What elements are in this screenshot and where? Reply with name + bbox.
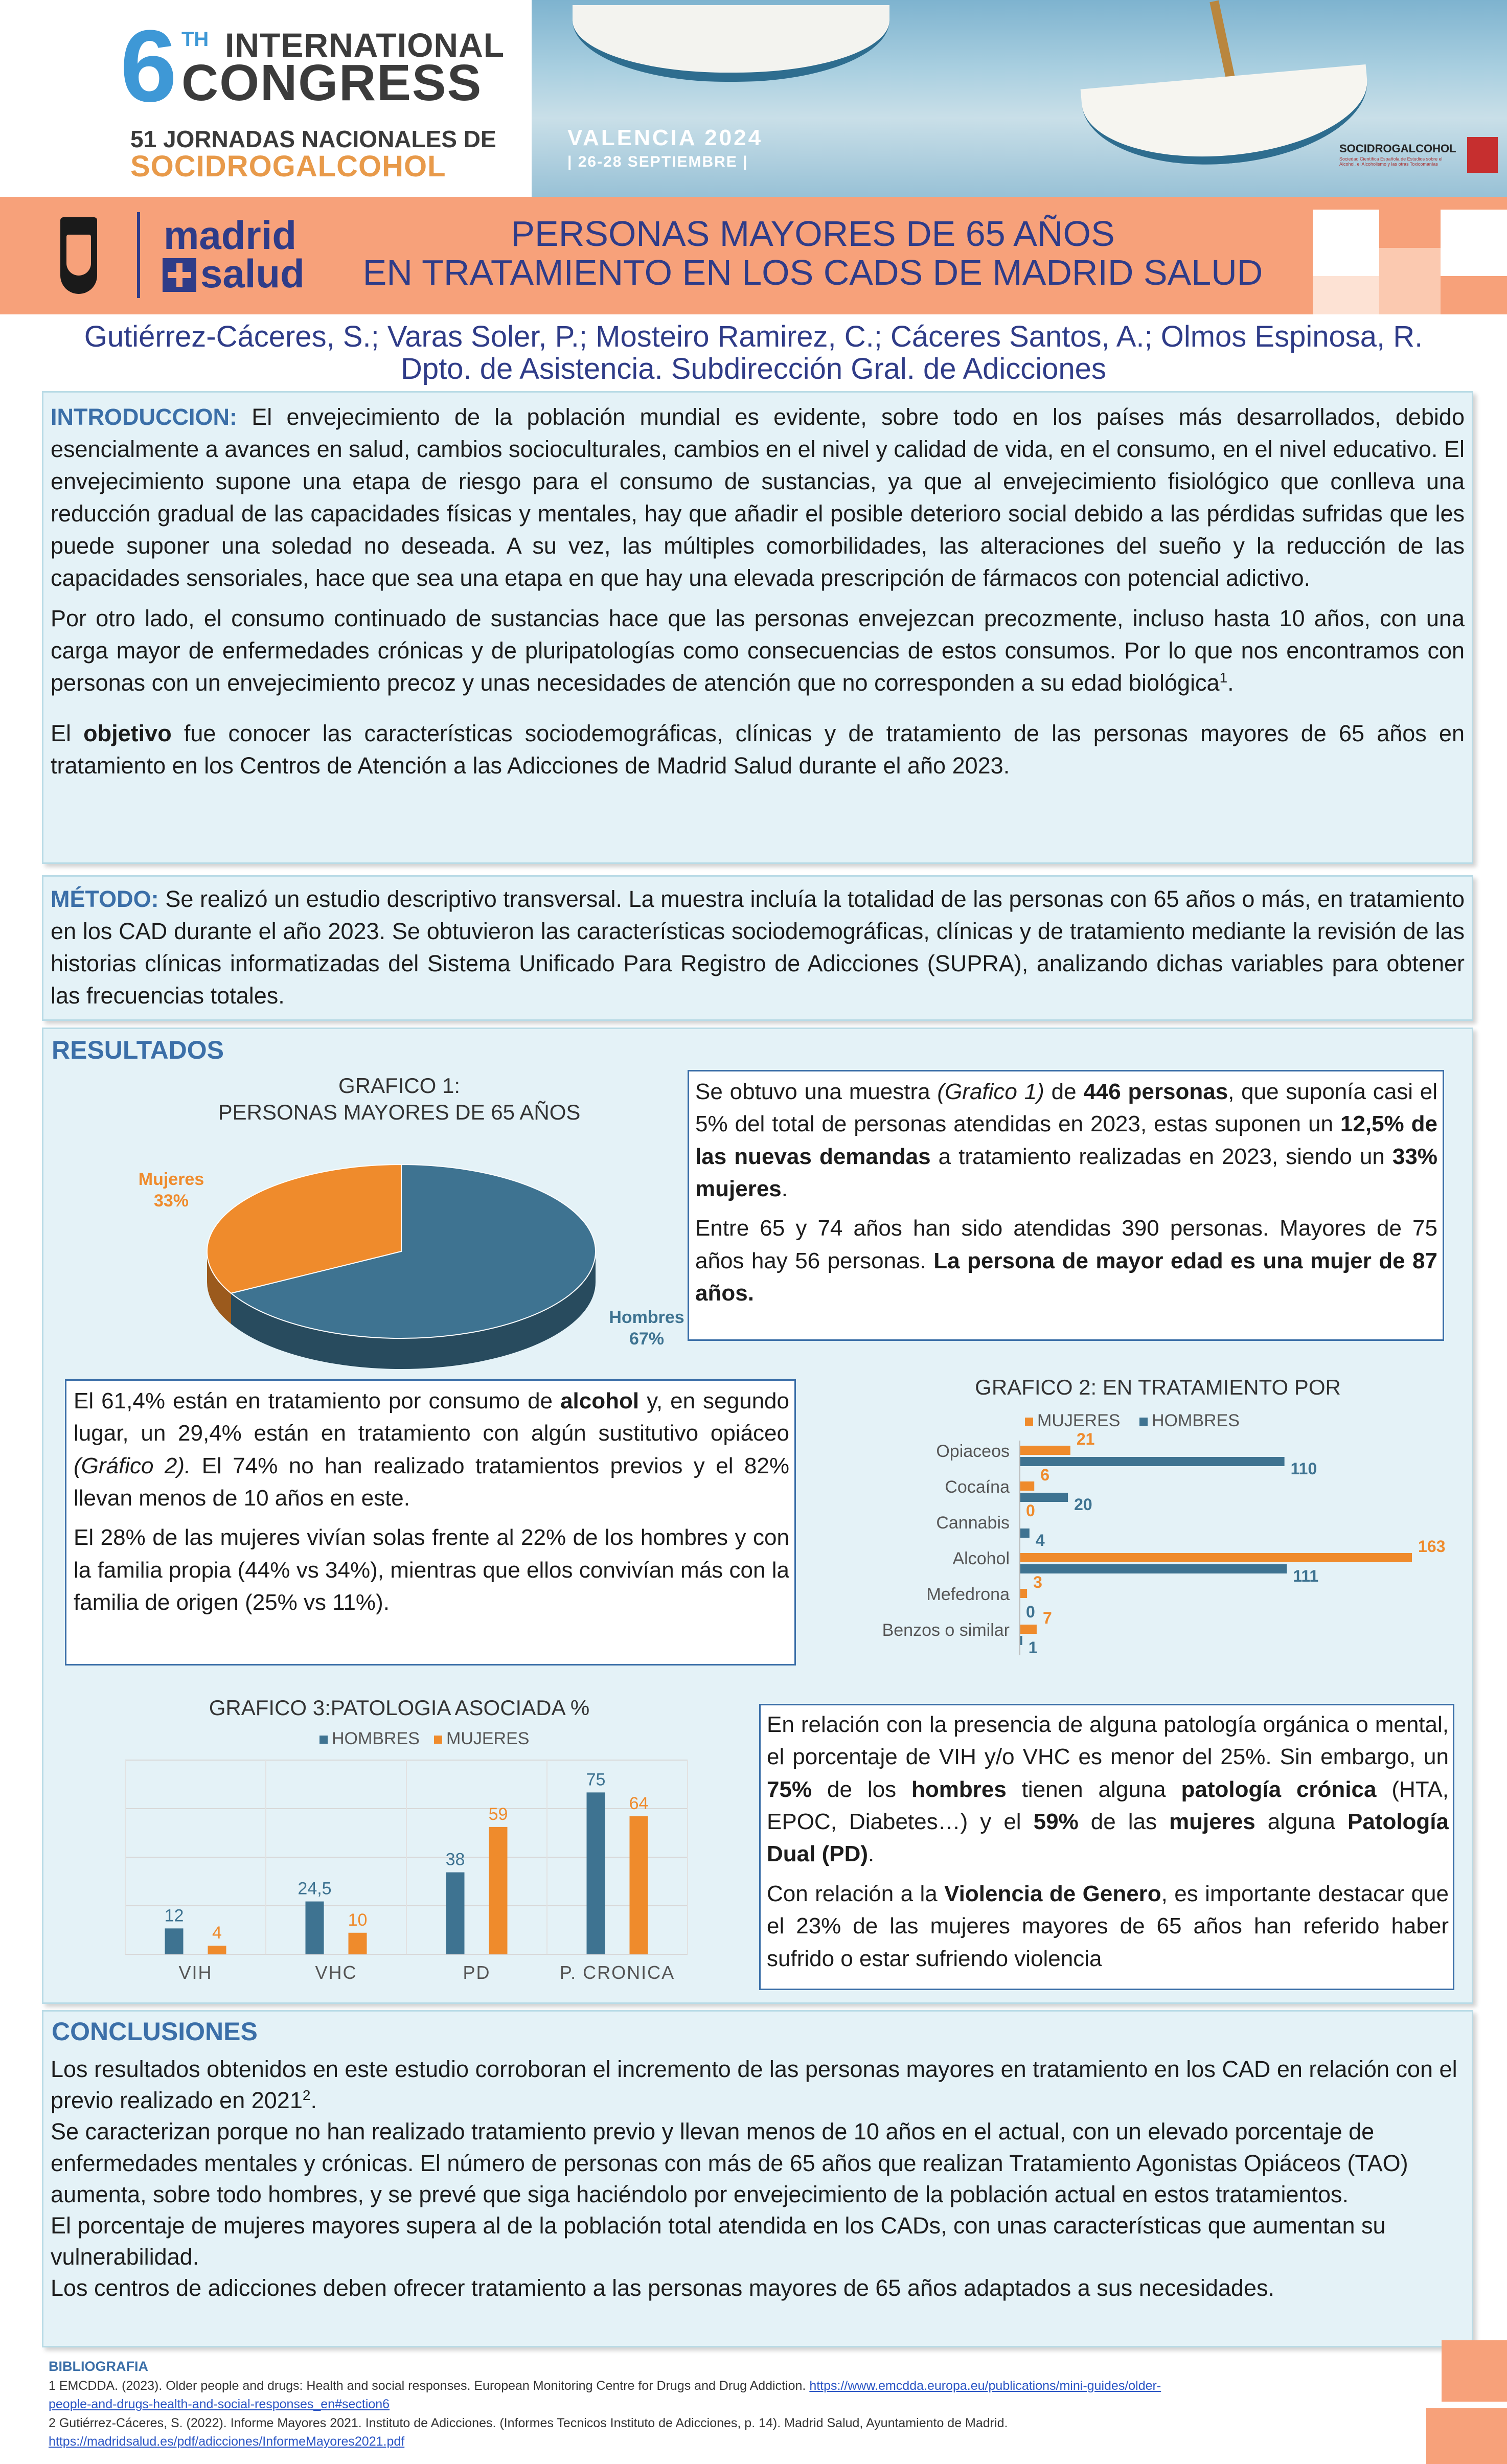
bar-hombres — [587, 1792, 605, 1954]
card1-paragraph-1 — [695, 1076, 1437, 1205]
intro-paragraph-2 — [51, 602, 1465, 699]
category-label: VIH — [178, 1962, 213, 1983]
category-label: Cocaína — [945, 1477, 1010, 1497]
intro-p2-end: . — [1227, 670, 1234, 696]
c1-text: (Grafico 1) — [937, 1079, 1044, 1104]
chart-1-title-line1: GRAFICO 1: — [338, 1074, 461, 1098]
conclusion-line-4: Los centros de adicciones deben ofrecer tratamiento a las personas mayores de 65 años adaptados a sus necesidades. — [51, 2275, 1274, 2301]
bar-mujeres — [1020, 1446, 1070, 1455]
c2-text: El 74% no han realizado tratamientos previos y el 82% llevan menos de 10 años en este. — [74, 1453, 789, 1511]
chart-3-bars — [59, 1689, 723, 1985]
c1-text: 33% mujeres — [695, 1144, 1437, 1202]
c3-text: 75% — [767, 1776, 812, 1802]
bar-mujeres — [349, 1933, 367, 1954]
bar-hombres — [1020, 1528, 1030, 1538]
c2-text: El 61,4% están en tratamiento por consumo de — [74, 1388, 561, 1413]
chart-2-bars — [800, 1369, 1454, 1686]
c3-text: patología crónica — [1181, 1776, 1377, 1802]
pie-value-mujeres: 33% — [153, 1191, 189, 1211]
card2-paragraph-1 — [74, 1385, 789, 1514]
bar-value-label: 59 — [488, 1804, 508, 1824]
decorative-square — [1379, 248, 1441, 314]
bar-hombres — [1020, 1457, 1285, 1466]
department: Dpto. de Asistencia. Subdirección Gral. de Adicciones — [401, 352, 1106, 385]
legend-label-hombres: HOMBRES — [1152, 1411, 1240, 1430]
conclusion-line-1 — [51, 2054, 1465, 2116]
category-label: VHC — [315, 1962, 357, 1983]
bar-value-label: 38 — [445, 1850, 465, 1869]
bar-value-label: 20 — [1074, 1495, 1092, 1514]
bar-value-label: 0 — [1026, 1603, 1035, 1621]
reference-1 — [49, 2377, 1429, 2395]
conclusions-box — [42, 2010, 1473, 2347]
c1-text: de — [1044, 1079, 1084, 1104]
title-band — [0, 197, 1507, 314]
c3-text: (HTA, EPOC, Diabetes…) y el — [767, 1776, 1449, 1835]
reference-link[interactable]: https://madridsalud.es/pdf/adicciones/InformeMayores2021.pdf — [49, 2434, 405, 2449]
conclusions-heading: CONCLUSIONES — [52, 2017, 258, 2046]
c3-text: Patología Dual (PD) — [767, 1809, 1449, 1867]
chart-1-pie — [115, 1067, 728, 1374]
results-card-1 — [688, 1070, 1444, 1341]
c1-text: , que suponía casi el 5% del total de personas atendidas en 2023, estas suponen un — [695, 1079, 1438, 1137]
legend-label-mujeres: MUJERES — [1037, 1411, 1121, 1430]
c3-text: de los — [812, 1776, 911, 1802]
society-logo — [1339, 138, 1462, 184]
bar-value-label: 4 — [212, 1923, 222, 1943]
bar-hombres — [446, 1873, 465, 1954]
decorative-square — [1313, 276, 1379, 314]
decorative-square — [1442, 2340, 1507, 2402]
bar-value-label: 4 — [1035, 1531, 1045, 1549]
bar-mujeres — [489, 1827, 508, 1954]
c2-text: y, en segundo lugar, un 29,4% están en tratamiento con algún sustitutivo opiáceo — [74, 1388, 789, 1446]
category-label: Opiaceos — [936, 1442, 1010, 1461]
reference-link[interactable]: people-and-drugs-health-and-social-responses_en#section6 — [49, 2397, 390, 2412]
c3-text: . — [868, 1841, 875, 1867]
congress-line1: INTERNATIONAL — [225, 26, 505, 64]
legend-swatch-mujeres — [434, 1736, 442, 1744]
c2-text: (Gráfico 2). — [74, 1453, 191, 1478]
bar-hombres — [306, 1902, 324, 1954]
introduction-box — [42, 391, 1473, 864]
intro-heading: INTRODUCCION: — [51, 404, 237, 430]
conclusion-line-2: Se caracterizan porque no han realizado tratamiento previo y llevan menos de 10 años en el actual, con un elevado porcentaje de enfermedades mentales y crónicas. El número de personas con más de 65 años que realizan Tratamiento Agonistas Opiáceos (TAO) aumenta, sobre todo hombres, y se prevé que siga haciéndolo por envejecimiento de la población actual en estos tratamientos. — [51, 2118, 1408, 2207]
reference-2: 2 Gutiérrez-Cáceres, S. (2022). Informe Mayores 2021. Instituto de Adicciones. (Informes Tecnicos Instituto de Adicciones, p. 14). Madrid Salud, Ayuntamiento de Madrid. — [49, 2415, 1008, 2430]
c1-text: . — [781, 1176, 788, 1202]
card3-paragraph-1 — [767, 1708, 1449, 1870]
category-label: Cannabis — [936, 1513, 1010, 1533]
congress-society: SOCIDROGALCOHOL — [130, 150, 446, 183]
society-logo-icon — [1467, 137, 1498, 173]
decorative-square — [1313, 210, 1379, 276]
intro-p3-bold: objetivo — [83, 720, 172, 746]
chart-1-title-line2: PERSONAS MAYORES DE 65 AÑOS — [218, 1100, 581, 1124]
decorative-square — [1426, 2408, 1507, 2464]
category-label: PD — [463, 1962, 491, 1983]
bar-value-label: 12 — [164, 1906, 184, 1926]
reference-text: 1 EMCDDA. (2023). Older people and drugs: Health and social responses. European Monitoring Centre for Drugs and Drug Addiction. — [49, 2379, 810, 2393]
legend-swatch-hombres — [1139, 1418, 1148, 1426]
legend-swatch-hombres — [319, 1736, 328, 1744]
intro-p3-b: fue conocer las características sociodemográficas, clínicas y de tratamiento de las personas mayores de 65 años en tratamiento en los Centros de Atención a las Adicciones de Madrid Salud durante el año 2023. — [51, 720, 1465, 779]
c1-text: La persona de mayor edad es una mujer de 87 años. — [695, 1248, 1437, 1306]
bar-value-label: 110 — [1290, 1459, 1317, 1478]
bar-mujeres — [1020, 1553, 1412, 1562]
society-logo-name: SOCIDROGALCOHOL — [1339, 142, 1456, 155]
category-label: Mefedrona — [926, 1585, 1010, 1604]
intro-p1-text: El envejecimiento de la población mundial es evidente, sobre todo en los países más desarrollados, debido esencialmente a avances en salud, cambios socioculturales, cambios en el nivel y calidad de vida, en el consumo, en el nivel educativo. El envejecimiento supone una etapa de riesgo para el consumo de sustancias, ya que al envejecimiento fisiológico que conlleva una reducción gradual de las capacidades físicas y mentales, hay que añadir el posible deterioro social debido a las pérdidas sufridas que les puede suponer una soledad no deseada. A su vez, las múltiples comorbilidades, las alteraciones del sueño y la reducción de las capacidades sensoriales, hace que sea una etapa en que hay una elevada prescripción de fármacos con potencial adictivo. — [51, 404, 1465, 591]
conclusion-text: . — [310, 2087, 317, 2114]
bar-value-label: 111 — [1293, 1567, 1319, 1585]
bar-value-label: 64 — [629, 1793, 649, 1813]
org-name-line2: salud — [200, 251, 305, 296]
madrid-crest-icon — [60, 217, 97, 294]
reference-link[interactable]: https://www.emcdda.europa.eu/publications/mini-guides/older- — [809, 2379, 1161, 2393]
intro-p3-a: El — [51, 720, 84, 746]
results-card-2 — [65, 1379, 796, 1666]
c1-text: 12,5% de las nuevas demandas — [695, 1111, 1437, 1169]
c1-text: 446 personas — [1083, 1079, 1228, 1104]
category-label: Benzos o similar — [882, 1621, 1010, 1640]
c1-text: Entre 65 y 74 años han sido atendidas 390 personas. Mayores de 75 años hay 56 personas. — [695, 1216, 1437, 1273]
congress-logo — [0, 0, 532, 197]
congress-line2: CONGRESS — [181, 54, 483, 111]
conclusion-line-3: El porcentaje de mujeres mayores supera al de la población total atendida en los CADs, con unas características que aumentan su vulnerabilidad. — [51, 2212, 1386, 2270]
pie-label-hombres: Hombres — [609, 1308, 684, 1327]
bar-mujeres — [208, 1946, 226, 1954]
card2-paragraph-2: El 28% de las mujeres vivían solas frente al 22% de los hombres y con la familia propia (44% vs 34%), mientras que ellos convivían más con la familia de origen (25% vs 11%). — [74, 1525, 789, 1615]
reference-2-link[interactable] — [49, 2432, 1429, 2451]
congress-banner — [0, 0, 1507, 197]
congress-jornadas: 51 JORNADAS NACIONALES DE — [130, 126, 496, 152]
intro-paragraph-3 — [51, 717, 1465, 782]
bar-mujeres — [1020, 1625, 1037, 1634]
c3-text: mujeres — [1169, 1809, 1255, 1835]
bar-hombres — [165, 1928, 184, 1954]
congress-dates: | 26-28 SEPTIEMBRE | — [567, 153, 748, 170]
bar-value-label: 21 — [1076, 1430, 1095, 1448]
bar-value-label: 3 — [1033, 1573, 1042, 1591]
legend-swatch-mujeres — [1025, 1418, 1033, 1426]
decorative-square — [1441, 210, 1507, 276]
c3-text: Con relación a la — [767, 1881, 945, 1906]
legend-label-hombres: HOMBRES — [332, 1729, 420, 1748]
bar-value-label: 10 — [348, 1910, 368, 1930]
bar-value-label: 0 — [1026, 1501, 1035, 1520]
congress-city: VALENCIA 2024 — [567, 125, 763, 150]
reference-1-link-cont[interactable] — [49, 2395, 1429, 2413]
bar-hombres — [1020, 1493, 1068, 1502]
c2-text: alcohol — [560, 1388, 640, 1413]
boat-illustration — [1081, 64, 1374, 176]
method-heading: MÉTODO: — [51, 886, 159, 912]
bar-value-label: 7 — [1042, 1609, 1052, 1627]
congress-ordinal: 6 — [120, 9, 177, 123]
bar-value-label: 24,5 — [298, 1879, 332, 1899]
health-cross-icon — [163, 258, 196, 292]
c3-text: Violencia de Genero — [944, 1881, 1161, 1906]
pie-value-hombres: 67% — [629, 1329, 665, 1349]
banner-boats-illustration — [532, 0, 1507, 197]
bar-mujeres — [630, 1816, 648, 1954]
bar-mujeres — [1020, 1589, 1027, 1598]
legend-label-mujeres: MUJERES — [446, 1729, 530, 1748]
c3-text: tienen alguna — [1006, 1776, 1181, 1802]
c3-text: hombres — [911, 1776, 1007, 1802]
citation-ref: 1 — [1219, 670, 1228, 686]
results-box — [42, 1028, 1473, 2004]
category-label: Alcohol — [952, 1549, 1010, 1568]
bar-mujeres — [1020, 1481, 1034, 1491]
logo-divider — [137, 212, 140, 298]
bar-hombres — [1020, 1564, 1287, 1573]
chart-3-title: GRAFICO 3:PATOLOGIA ASOCIADA % — [209, 1696, 590, 1720]
method-box — [42, 875, 1473, 1021]
society-logo-subtitle: Sociedad Científica Española de Estudios sobre el Alcohol, el Alcoholismo y las otras Toxicomanías — [1339, 156, 1443, 167]
method-paragraph — [51, 883, 1465, 1012]
bar-value-label: 6 — [1040, 1466, 1050, 1484]
bar-value-label: 1 — [1028, 1638, 1038, 1657]
c3-text: 59% — [1033, 1809, 1079, 1835]
bibliography — [49, 2357, 1429, 2451]
intro-paragraph-1 — [51, 401, 1465, 594]
method-text: Se realizó un estudio descriptivo transversal. La muestra incluía la totalidad de las personas con 65 años o más, en tratamiento en los CAD durante el año 2023. Se obtuvieron las características sociodemográficas, clínicas y de tratamiento mediante la revisión de las historias clínicas informatizadas del Sistema Unificado Para Registro de Adicciones (SUPRA), analizando dichas variables para obtener las frecuencias totales. — [51, 886, 1465, 1009]
results-card-3 — [759, 1704, 1454, 1990]
c1-text: a tratamiento realizadas en 2023, siendo un — [930, 1144, 1392, 1169]
results-heading: RESULTADOS — [52, 1036, 224, 1064]
conclusion-text: Los resultados obtenidos en este estudio corroboran el incremento de las personas mayores en tratamiento en los CAD en relación con el previo realizado en 2021 — [51, 2056, 1457, 2114]
bar-value-label: 75 — [586, 1770, 606, 1790]
org-name-line1: madrid — [164, 213, 297, 258]
boat-illustration — [573, 5, 889, 82]
category-label: P. CRONICA — [559, 1962, 675, 1983]
c3-text: , es importante destacar que el 23% de las mujeres mayores de 65 años han referido haber sufrido o estar sufriendo violencia — [767, 1881, 1449, 1971]
pie-label-mujeres: Mujeres — [138, 1170, 204, 1189]
c3-text: alguna — [1255, 1809, 1348, 1835]
chart-2-title: GRAFICO 2: EN TRATAMIENTO POR — [975, 1375, 1341, 1399]
poster-title-line1: PERSONAS MAYORES DE 65 AÑOS — [511, 214, 1115, 254]
intro-p2-text: Por otro lado, el consumo continuado de sustancias hace que las personas envejezcan precozmente, incluso hasta 10 años, con una carga mayor de enfermedades crónicas y de pluripatologías como consecuencias de estos consumos. Por lo que nos encontramos con personas con un envejecimiento precoz y unas necesidades de atención que no corresponden a su edad biológica — [51, 605, 1465, 696]
authors: Gutiérrez-Cáceres, S.; Varas Soler, P.; Mosteiro Ramirez, C.; Cáceres Santos, A.; Olmos Espinosa, R. — [84, 320, 1423, 353]
congress-ordinal-suffix: TH — [181, 28, 209, 51]
bar-value-label: 163 — [1418, 1537, 1446, 1556]
c1-text: Se obtuvo una muestra — [695, 1079, 938, 1104]
poster-title-line2: EN TRATAMIENTO EN LOS CADS DE MADRID SALUD — [362, 253, 1263, 292]
c3-text: de las — [1078, 1809, 1169, 1835]
card3-paragraph-2 — [767, 1878, 1449, 1975]
c3-text: En relación con la presencia de alguna patología orgánica o mental, el porcentaje de VIH y/o VHC es menor del 25%. Sin embargo, un — [767, 1712, 1449, 1770]
citation-ref: 2 — [302, 2087, 311, 2104]
bibliography-heading: BIBLIOGRAFIA — [49, 2359, 148, 2374]
card1-paragraph-2 — [695, 1212, 1437, 1309]
